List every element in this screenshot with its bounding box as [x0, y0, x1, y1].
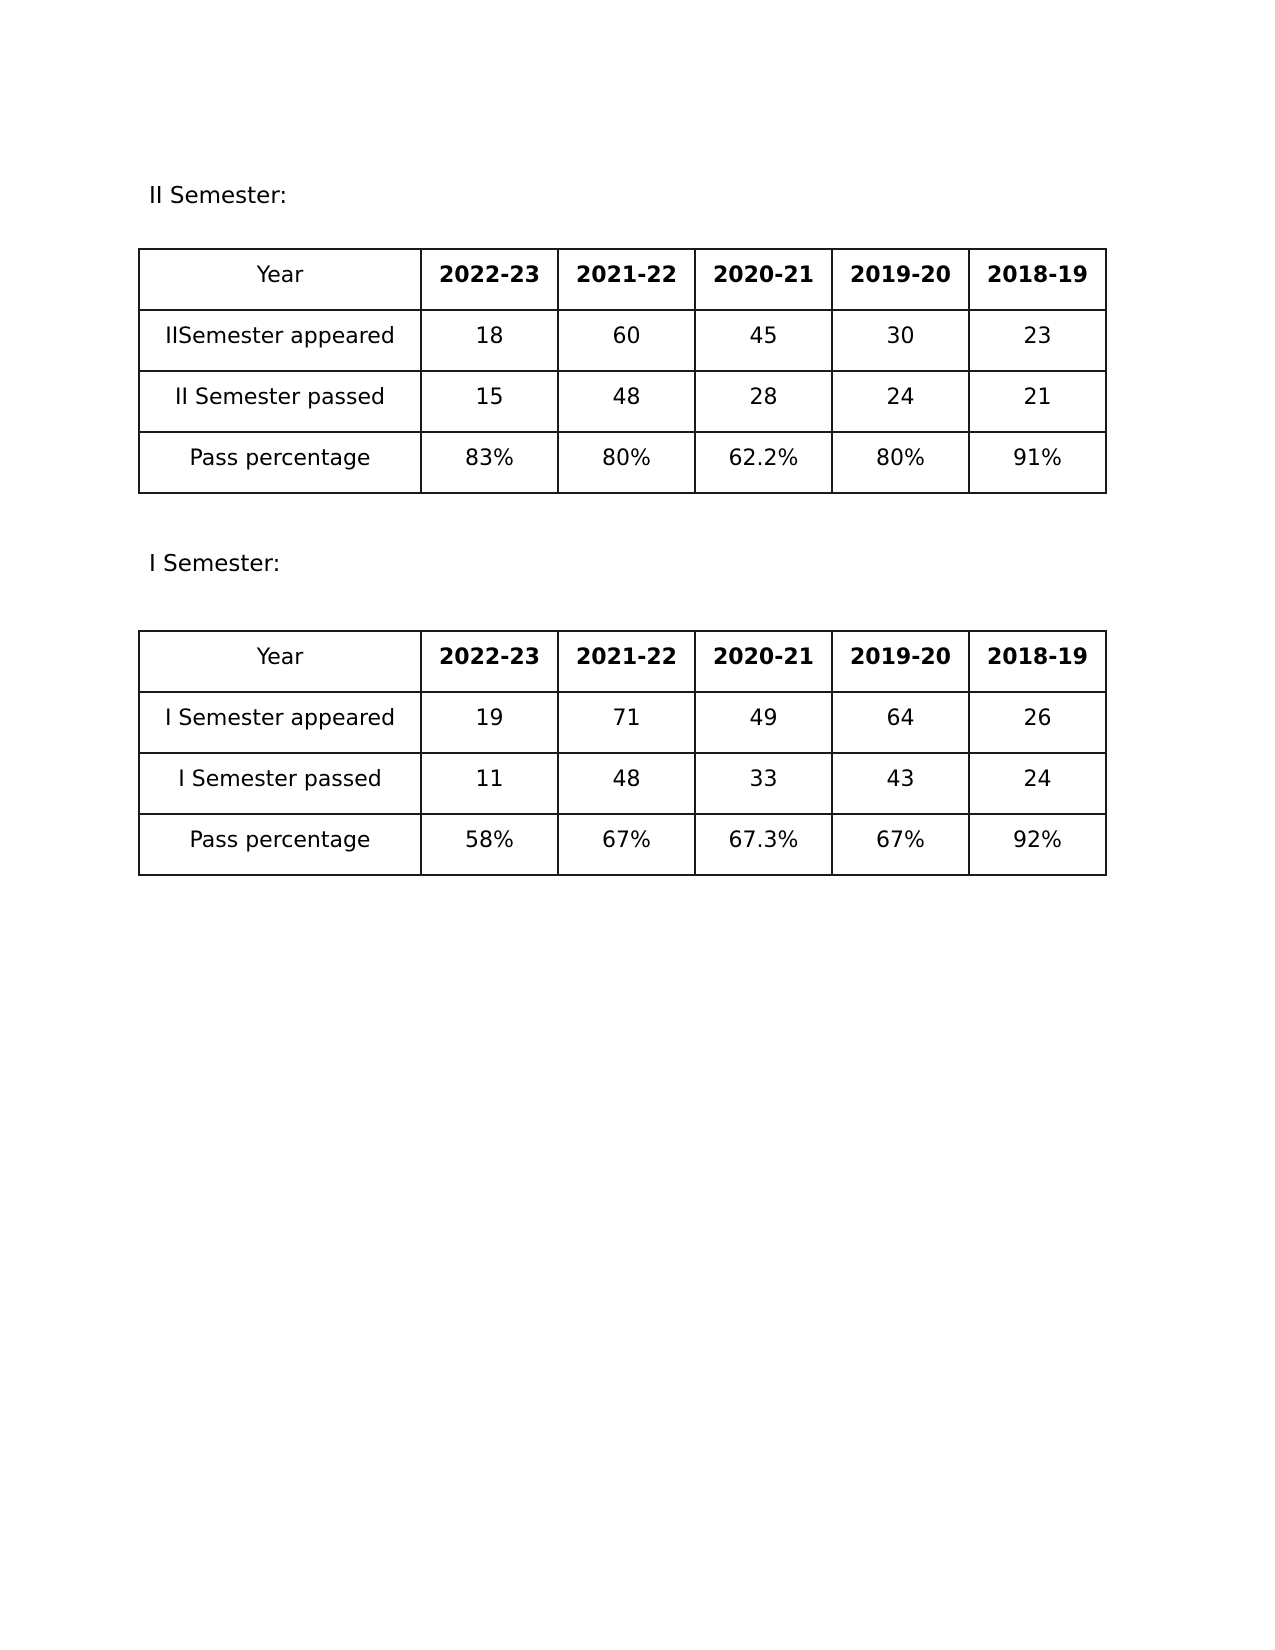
value-cell: 26: [969, 692, 1106, 753]
value-cell: 21: [969, 371, 1106, 432]
value-cell: 67%: [558, 814, 695, 875]
year-header-cell: 2021-22: [558, 249, 695, 310]
table-header-row: [139, 631, 1106, 692]
section-heading-ii-semester: II Semester:: [149, 183, 288, 209]
value-cell: 33: [695, 753, 832, 814]
value-cell: 71: [558, 692, 695, 753]
results-table-i-semester: [138, 630, 1107, 876]
header-label-cell: Year: [139, 249, 421, 310]
value-cell: 67.3%: [695, 814, 832, 875]
value-cell: 48: [558, 371, 695, 432]
value-cell: 24: [832, 371, 969, 432]
value-cell: 67%: [832, 814, 969, 875]
header-label-cell: Year: [139, 631, 421, 692]
value-cell: 30: [832, 310, 969, 371]
year-header-cell: 2021-22: [558, 631, 695, 692]
value-cell: 23: [969, 310, 1106, 371]
year-header-cell: 2019-20: [832, 249, 969, 310]
value-cell: 24: [969, 753, 1106, 814]
value-cell: 15: [421, 371, 558, 432]
value-cell: 92%: [969, 814, 1106, 875]
table-row: [139, 814, 1106, 875]
value-cell: 11: [421, 753, 558, 814]
value-cell: 58%: [421, 814, 558, 875]
value-cell: 28: [695, 371, 832, 432]
value-cell: 49: [695, 692, 832, 753]
value-cell: 91%: [969, 432, 1106, 493]
year-header-cell: 2022-23: [421, 249, 558, 310]
value-cell: 60: [558, 310, 695, 371]
value-cell: 43: [832, 753, 969, 814]
table-header-row: [139, 249, 1106, 310]
table-row: [139, 753, 1106, 814]
table-row: [139, 432, 1106, 493]
value-cell: 48: [558, 753, 695, 814]
row-label-cell: Pass percentage: [139, 432, 421, 493]
value-cell: 83%: [421, 432, 558, 493]
section-heading-i-semester: I Semester:: [149, 551, 281, 577]
value-cell: 18: [421, 310, 558, 371]
row-label-cell: I Semester passed: [139, 753, 421, 814]
value-cell: 80%: [558, 432, 695, 493]
results-table-ii-semester: [138, 248, 1107, 494]
value-cell: 19: [421, 692, 558, 753]
value-cell: 62.2%: [695, 432, 832, 493]
year-header-cell: 2020-21: [695, 249, 832, 310]
year-header-cell: 2018-19: [969, 631, 1106, 692]
value-cell: 45: [695, 310, 832, 371]
row-label-cell: IISemester appeared: [139, 310, 421, 371]
table-row: [139, 371, 1106, 432]
year-header-cell: 2020-21: [695, 631, 832, 692]
row-label-cell: I Semester appeared: [139, 692, 421, 753]
row-label-cell: II Semester passed: [139, 371, 421, 432]
year-header-cell: 2022-23: [421, 631, 558, 692]
year-header-cell: 2018-19: [969, 249, 1106, 310]
value-cell: 80%: [832, 432, 969, 493]
table-row: [139, 692, 1106, 753]
table-row: [139, 310, 1106, 371]
row-label-cell: Pass percentage: [139, 814, 421, 875]
year-header-cell: 2019-20: [832, 631, 969, 692]
value-cell: 64: [832, 692, 969, 753]
